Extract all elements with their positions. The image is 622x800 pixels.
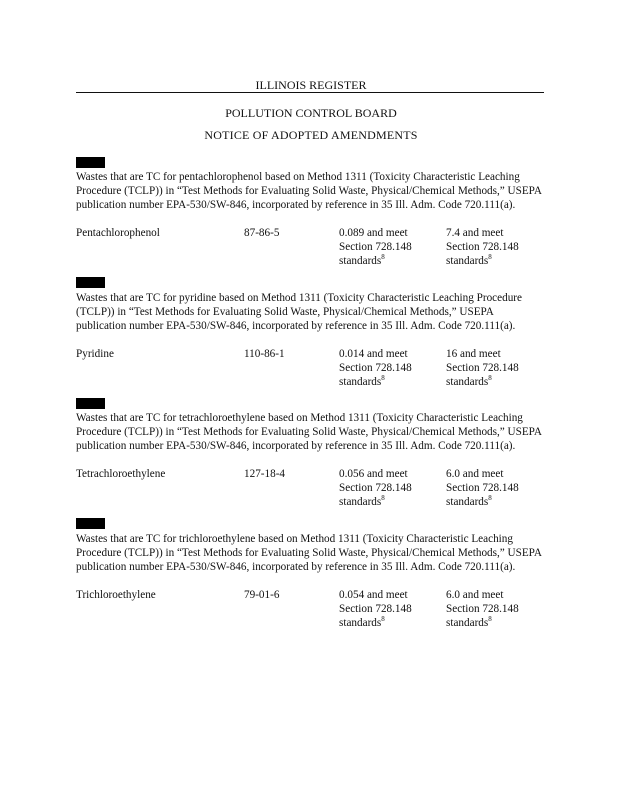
footnote-ref: 8: [488, 374, 492, 382]
wastewater-standard: [339, 588, 439, 630]
standard-value: 7.4 and meet: [446, 227, 504, 239]
redaction-block: [76, 277, 105, 288]
standard-section: Section 728.148: [339, 241, 412, 253]
footnote-ref: 8: [488, 253, 492, 261]
standard-label: standards$^8$: [446, 374, 492, 388]
wastewater-standard: [339, 347, 439, 389]
standard-section: Section 728.148: [339, 362, 412, 374]
standard-section: Section 728.148: [339, 482, 412, 494]
nonwastewater-standard: [446, 226, 546, 268]
nonwastewater-standard: [446, 588, 546, 630]
footnote-ref: 8: [488, 615, 492, 623]
constituent-row: [76, 467, 546, 509]
wastewater-standard: [339, 467, 439, 509]
standard-section: Section 728.148: [339, 603, 412, 615]
standard-label: standards$^8$: [339, 494, 385, 508]
nonwastewater-standard: [446, 347, 546, 389]
waste-description: Wastes that are TC for pyridine based on Method 1311 (Toxicity Characteristic Leaching Procedure (TCLP)) in “Test Methods for Evaluating Solid Waste, Physical/Chemical Methods,” USEPA publication number EPA-530/SW-846, incorporated by reference in 35 Ill. Adm. Code 720.111(a).: [76, 292, 522, 332]
standard-label: standards$^8$: [446, 615, 492, 629]
footnote-ref: 8: [381, 374, 385, 382]
header-rule: [76, 92, 544, 93]
constituent-name: Pentachlorophenol: [76, 227, 160, 239]
standard-section: Section 728.148: [446, 362, 519, 374]
cas-number: 87-86-5: [244, 227, 280, 239]
redaction-block: [76, 157, 105, 168]
notice-title: NOTICE OF ADOPTED AMENDMENTS: [204, 128, 418, 142]
standard-section: Section 728.148: [446, 603, 519, 615]
standard-value: 16 and meet: [446, 348, 501, 360]
standard-label: standards$^8$: [446, 253, 492, 267]
standard-value: 6.0 and meet: [446, 589, 504, 601]
footnote-ref: 8: [488, 494, 492, 502]
standard-label: standards$^8$: [339, 374, 385, 388]
waste-description: Wastes that are TC for tetrachloroethylene based on Method 1311 (Toxicity Characteristic Leaching Procedure (TCLP)) in “Test Methods for Evaluating Solid Waste, Physical/Chemical Methods,” USEPA publication number EPA-530/SW-846, incorporated by reference in 35 Ill. Adm. Code 720.111(a).: [76, 412, 542, 452]
wastewater-standard: [339, 226, 439, 268]
register-title: ILLINOIS REGISTER: [255, 78, 367, 92]
footnote-ref: 8: [381, 615, 385, 623]
standard-label: standards$^8$: [339, 253, 385, 267]
board-name: POLLUTION CONTROL BOARD: [225, 106, 397, 120]
waste-description: Wastes that are TC for trichloroethylene based on Method 1311 (Toxicity Characteristic Leaching Procedure (TCLP)) in “Test Methods for Evaluating Solid Waste, Physical/Chemical Methods,” USEPA publication number EPA-530/SW-846, incorporated by reference in 35 Ill. Adm. Code 720.111(a).: [76, 533, 542, 573]
standard-section: Section 728.148: [446, 482, 519, 494]
footnote-ref: 8: [381, 253, 385, 261]
standard-label: standards$^8$: [446, 494, 492, 508]
nonwastewater-standard: [446, 467, 546, 509]
constituent-row: [76, 588, 546, 630]
footnote-ref: 8: [381, 494, 385, 502]
standard-value: 0.089 and meet: [339, 227, 408, 239]
standard-value: 6.0 and meet: [446, 468, 504, 480]
constituent-name: Tetrachloroethylene: [76, 468, 166, 480]
redaction-block: [76, 398, 105, 409]
constituent-name: Pyridine: [76, 348, 114, 360]
standard-label: standards$^8$: [339, 615, 385, 629]
cas-number: 110-86-1: [244, 348, 285, 360]
standard-value: 0.056 and meet: [339, 468, 408, 480]
standard-value: 0.014 and meet: [339, 348, 408, 360]
cas-number: 127-18-4: [244, 468, 286, 480]
standard-section: Section 728.148: [446, 241, 519, 253]
cas-number: 79-01-6: [244, 589, 280, 601]
constituent-row: [76, 347, 546, 389]
constituent-row: [76, 226, 546, 268]
redaction-block: [76, 518, 105, 529]
constituent-name: Trichloroethylene: [76, 589, 156, 601]
standard-value: 0.054 and meet: [339, 589, 408, 601]
waste-description: Wastes that are TC for pentachlorophenol based on Method 1311 (Toxicity Characteristic Leaching Procedure (TCLP)) in “Test Methods for Evaluating Solid Waste, Physical/Chemical Methods,” USEPA publication number EPA-530/SW-846, incorporated by reference in 35 Ill. Adm. Code 720.111(a).: [76, 171, 542, 211]
